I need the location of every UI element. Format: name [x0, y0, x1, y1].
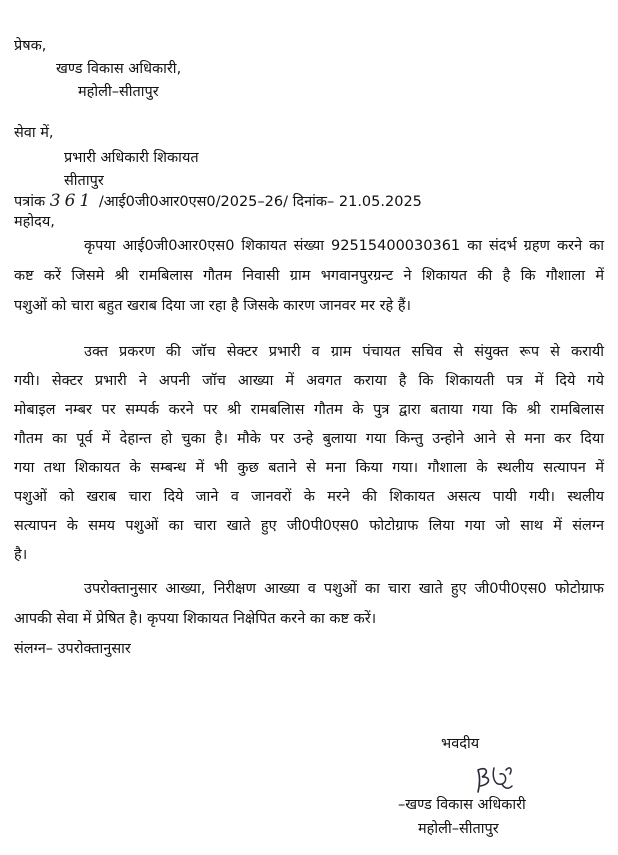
reference-line: [14, 192, 422, 211]
reference-prefix: पत्रांक: [14, 194, 46, 210]
recipient-place: सीतापुर: [64, 173, 104, 189]
reference-handwritten-number: 361: [49, 191, 95, 211]
sender-office: महोली–सीतापुर: [78, 84, 159, 100]
paragraph-2-line-2: गयी। सेक्टर प्रभारी ने अपनी जॉच आख्या में अवगत कराया है कि शिकायती पत्र में दिये गये: [14, 373, 604, 389]
paragraph-3-line-1: उपरोक्तानुसार आख्या, निरीक्षण आख्या व पशुओं का चारा खाते हुए जी0पी0एस0 फोटोग्राफ: [84, 581, 604, 597]
paragraph-2-line-6: पशुओं को खराब चारा दिये जाने व जानवरों के मरने की शिकायत असत्य पायी गयी। स्थलीय: [14, 489, 604, 505]
recipient-designation: प्रभारी अधिकारी शिकायत: [64, 150, 199, 166]
sender-designation: खण्ड विकास अधिकारी,: [56, 61, 182, 77]
reference-date-label: दिनांक–: [292, 194, 335, 210]
paragraph-2-line-1: उक्त प्रकरण की जॉच सेक्टर प्रभारी व ग्राम पंचायत सचिव से संयुक्त रूप से करायी: [84, 344, 604, 360]
paragraph-2-line-3: मोबाइल नम्बर पर सम्पर्क करने पर श्री रामबलिास गौतम के पुत्र द्वारा बताया गया कि श्री रामबिलास: [14, 402, 604, 418]
sender-label: प्रेषक,: [14, 38, 47, 54]
paragraph-2-line-7: सत्यापन के समय पशुओं का चारा खाते हुए जी0पी0एस0 फोटोग्राफ लिया गया जो साथ में संलग्न: [14, 518, 604, 534]
reference-date: 21.05.2025: [338, 194, 422, 210]
reference-code: /आई0जी0आर0एस0/2025–26/: [98, 194, 288, 210]
paragraph-1-line-3: पशुओं को चारा बहुत खराब दिया जा रहा है जिसके कारण जानवर मर रहे हैं।: [14, 298, 412, 314]
recipient-label: सेवा में,: [14, 125, 54, 141]
handwritten-signature: [472, 762, 516, 796]
closing-office: महोली–सीतापुर: [418, 821, 499, 837]
paragraph-2-line-4: गौतम का पूर्व में देहान्त हो चुका है। मौके पर उन्हे बुलाया गया किन्तु उन्होने आने से मना कर दिया: [14, 431, 604, 447]
closing-designation-text: खण्ड विकास अधिकारी: [405, 797, 526, 813]
paragraph-1-line-2: कष्ट करें जिसमे श्री रामबिलास गौतम निवासी ग्राम भगवानपुरग्रन्ट ने शिकायत की है कि गौशाला में: [14, 268, 604, 284]
paragraph-2-line-5: गया तथा शिकायत के सम्बन्ध में भी कुछ बताने से मना किया गया। गौशाला के स्थलीय सत्यापन में: [14, 460, 604, 476]
paragraph-3-line-2: आपकी सेवा में प्रेषित है। कृपया शिकायत निक्षेपित करने का कष्ट करें।: [14, 611, 377, 627]
closing-designation: [398, 796, 526, 814]
salutation: महोदय,: [14, 214, 55, 230]
signature-dash-mark: –: [398, 797, 406, 813]
paragraph-1-line-1: कृपया आई0जी0आर0एस0 शिकायत संख्या 92515400030361 का संदर्भ ग्रहण करने का: [84, 238, 604, 254]
valediction: भवदीय: [441, 736, 480, 752]
enclosure-note: संलग्न– उपरोक्तानुसार: [14, 641, 131, 657]
paragraph-2-line-8: है।: [14, 547, 28, 563]
